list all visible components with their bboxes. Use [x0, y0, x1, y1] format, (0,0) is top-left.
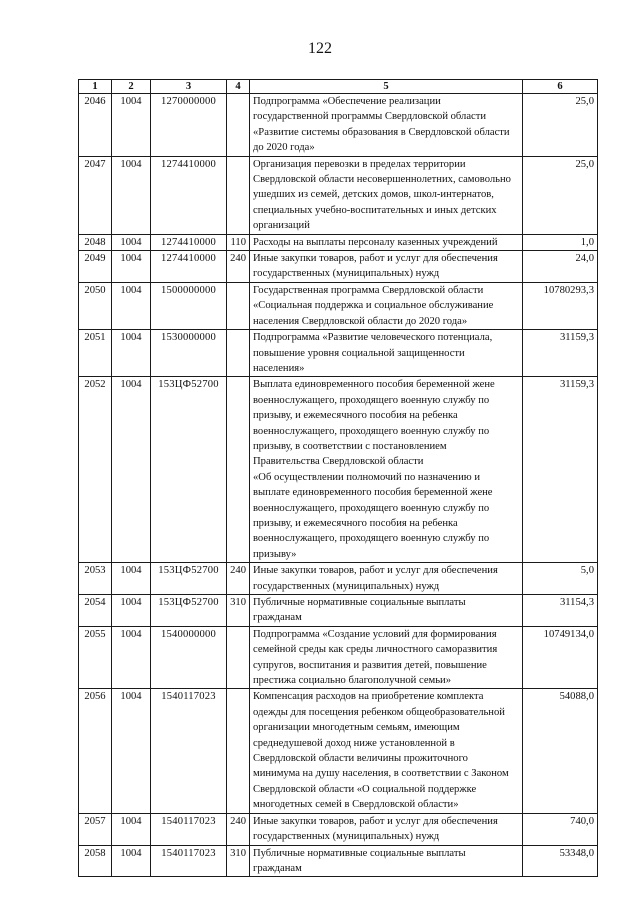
item-name-line: Публичные нормативные социальные выплаты [253, 597, 466, 608]
target-article-cell: 1540117023 [151, 813, 227, 845]
section-code-cell: 1004 [112, 595, 151, 627]
target-article-cell: 153ЦФ52700 [151, 563, 227, 595]
item-name-line: выплате единовременного пособия беременной жене [253, 487, 493, 499]
target-article-cell: 1274410000 [151, 156, 227, 234]
item-name-line: призыву, и ежемесячного пособия на ребенка [253, 517, 458, 529]
item-name-cell [250, 626, 523, 689]
amount-cell: 5,0 [523, 563, 598, 595]
row-number-cell: 2052 [79, 377, 112, 563]
expense-type-cell [227, 689, 250, 813]
item-name-line: военнослужащего, проходящего военную службу по [253, 394, 490, 406]
expense-type-cell: 110 [227, 234, 250, 250]
row-number-cell: 2051 [79, 330, 112, 377]
amount-cell: 25,0 [523, 94, 598, 157]
item-name-line: повышение уровня социальной защищенности [253, 347, 465, 359]
item-name-line: Иные закупки товаров, работ и услуг для обеспечения [253, 253, 498, 265]
item-name-cell [250, 234, 523, 250]
item-name-line: супругов, воспитания и развития детей, повышение [253, 659, 487, 671]
expense-type-cell: 310 [227, 845, 250, 877]
table-body [79, 94, 598, 877]
amount-cell: 31159,3 [523, 330, 598, 377]
target-article-cell: 1274410000 [151, 234, 227, 250]
amount-cell: 24,0 [523, 251, 598, 283]
section-code-cell: 1004 [112, 563, 151, 595]
item-name-line: ушедших из семей, детских домов, школ-интернатов, [253, 189, 494, 201]
target-article-cell: 153ЦФ52700 [151, 377, 227, 563]
item-name-cell [250, 251, 523, 283]
target-article-cell: 1540117023 [151, 845, 227, 877]
item-name-cell [250, 845, 523, 877]
table-header-row [79, 80, 598, 94]
amount-cell: 25,0 [523, 156, 598, 234]
expense-type-cell [227, 156, 250, 234]
table-row [79, 156, 598, 234]
section-code-cell: 1004 [112, 813, 151, 845]
table-row [79, 689, 598, 813]
item-name-line: Иные закупки товаров, работ и услуг для обеспечения [253, 565, 498, 577]
item-name-line: населения» [253, 362, 305, 374]
item-name-line: государственных (муниципальных) нужд [253, 268, 440, 280]
amount-cell: 31159,3 [523, 377, 598, 563]
expense-type-cell: 240 [227, 813, 250, 845]
expense-type-cell [227, 626, 250, 689]
section-code-cell: 1004 [112, 156, 151, 234]
target-article-cell: 1540117023 [151, 689, 227, 813]
item-name-line: Организация перевозки в пределах территории [253, 158, 466, 170]
item-name-cell [250, 595, 523, 627]
row-number-cell: 2056 [79, 689, 112, 813]
row-number-cell: 2046 [79, 94, 112, 157]
item-name-cell [250, 563, 523, 595]
table-row [79, 377, 598, 563]
header-col-2: 2 [112, 80, 151, 94]
table-row [79, 282, 598, 329]
item-name-line: Свердловской области несовершеннолетних, самовольно [253, 174, 511, 186]
item-name-line: Публичные нормативные социальные выплаты [253, 847, 466, 859]
item-name-line: гражданам [253, 612, 302, 624]
item-name-cell [250, 813, 523, 845]
expense-type-cell [227, 94, 250, 157]
section-code-cell: 1004 [112, 234, 151, 250]
expense-type-cell: 240 [227, 251, 250, 283]
item-name-line: Свердловской области «О социальной поддержке [253, 783, 477, 795]
row-number-cell: 2047 [79, 156, 112, 234]
item-name-line: престижа социально благополучной семьи» [253, 675, 452, 687]
item-name-line: Компенсация расходов на приобретение комплекта [253, 691, 484, 703]
item-name-line: населения Свердловской области до 2020 года» [253, 315, 468, 327]
expense-type-cell [227, 282, 250, 329]
amount-cell: 54088,0 [523, 689, 598, 813]
item-name-line: среднедушевой доход ниже установленной в [253, 737, 455, 749]
row-number-cell: 2053 [79, 563, 112, 595]
row-number-cell: 2055 [79, 626, 112, 689]
item-name-line: «Социальная поддержка и социальное обслуживание [253, 300, 494, 312]
expense-type-cell: 310 [227, 595, 250, 627]
item-name-line: призыву» [253, 548, 297, 560]
section-code-cell: 1004 [112, 626, 151, 689]
item-name-line: Подпрограмма «Создание условий для формирования [253, 628, 497, 640]
target-article-cell: 1530000000 [151, 330, 227, 377]
table-row [79, 251, 598, 283]
section-code-cell: 1004 [112, 377, 151, 563]
header-col-5: 5 [250, 80, 523, 94]
row-number-cell: 2058 [79, 845, 112, 877]
item-name-line: Расходы на выплаты персоналу казенных учреждений [253, 236, 498, 248]
section-code-cell: 1004 [112, 689, 151, 813]
table-row [79, 330, 598, 377]
item-name-cell [250, 689, 523, 813]
item-name-line: призыву, в соответствии с постановлением [253, 440, 447, 452]
row-number-cell: 2049 [79, 251, 112, 283]
item-name-line: до 2020 года» [253, 142, 315, 154]
section-code-cell: 1004 [112, 94, 151, 157]
table-row [79, 563, 598, 595]
item-name-line: семейной среды как среды личностного саморазвития [253, 644, 498, 656]
page-number: 122 [308, 40, 332, 57]
item-name-line: призыву, и ежемесячного пособия на ребенка [253, 410, 458, 422]
amount-cell: 1,0 [523, 234, 598, 250]
target-article-cell: 1270000000 [151, 94, 227, 157]
table-row [79, 94, 598, 157]
header-col-4: 4 [227, 80, 250, 94]
row-number-cell: 2048 [79, 234, 112, 250]
item-name-line: Правительства Свердловской области [253, 456, 424, 468]
item-name-line: Иные закупки товаров, работ и услуг для обеспечения [253, 815, 498, 827]
item-name-cell [250, 94, 523, 157]
section-code-cell: 1004 [112, 251, 151, 283]
item-name-line: организаций [253, 220, 310, 232]
expense-type-cell: 240 [227, 563, 250, 595]
item-name-line: «Об осуществлении полномочий по назначению и [253, 471, 481, 483]
item-name-line: военнослужащего, проходящего военную службу по [253, 533, 490, 545]
item-name-line: государственных (муниципальных) нужд [253, 831, 440, 843]
target-article-cell: 1274410000 [151, 251, 227, 283]
table-row [79, 626, 598, 689]
item-name-line: Свердловской области величины прожиточного [253, 753, 468, 765]
target-article-cell: 1540000000 [151, 626, 227, 689]
table-row [79, 595, 598, 627]
expense-type-cell [227, 330, 250, 377]
table-row [79, 234, 598, 250]
row-number-cell: 2050 [79, 282, 112, 329]
header-col-3: 3 [151, 80, 227, 94]
item-name-cell [250, 330, 523, 377]
item-name-line: Выплата единовременного пособия беременной жене [253, 379, 495, 391]
target-article-cell: 153ЦФ52700 [151, 595, 227, 627]
item-name-line: государственной программы Свердловской области [253, 111, 487, 123]
item-name-line: государственных (муниципальных) нужд [253, 580, 440, 592]
item-name-line: многодетных семей в Свердловской области» [253, 799, 459, 811]
table-row [79, 813, 598, 845]
amount-cell: 10780293,3 [523, 282, 598, 329]
item-name-line: Подпрограмма «Развитие человеческого потенциала, [253, 332, 493, 344]
item-name-line: организации многодетным семьям, имеющим [253, 722, 460, 734]
item-name-line: «Развитие системы образования в Свердловской области [253, 126, 510, 138]
item-name-cell [250, 377, 523, 563]
amount-cell: 10749134,0 [523, 626, 598, 689]
header-col-1: 1 [79, 80, 112, 94]
item-name-cell [250, 156, 523, 234]
target-article-cell: 1500000000 [151, 282, 227, 329]
item-name-line: военнослужащего, проходящего военную службу по [253, 502, 490, 514]
item-name-line: военнослужащего, проходящего военную службу по [253, 425, 490, 437]
section-code-cell: 1004 [112, 845, 151, 877]
row-number-cell: 2054 [79, 595, 112, 627]
amount-cell: 740,0 [523, 813, 598, 845]
expense-type-cell [227, 377, 250, 563]
item-name-line: гражданам [253, 862, 302, 874]
section-code-cell: 1004 [112, 330, 151, 377]
amount-cell: 53348,0 [523, 845, 598, 877]
item-name-line: Подпрограмма «Обеспечение реализации [253, 96, 441, 107]
item-name-line: Государственная программа Свердловской области [253, 284, 484, 296]
item-name-line: минимума на душу населения, в соответствии с Законом [253, 768, 509, 780]
section-code-cell: 1004 [112, 282, 151, 329]
item-name-cell [250, 282, 523, 329]
row-number-cell: 2057 [79, 813, 112, 845]
item-name-line: специальных учебно-воспитательных и иных детских [253, 204, 497, 216]
item-name-line: одежды для посещения ребенком общеобразовательной [253, 706, 505, 718]
amount-cell: 31154,3 [523, 595, 598, 627]
budget-table [78, 79, 598, 877]
header-col-6: 6 [523, 80, 598, 94]
table-row [79, 845, 598, 877]
